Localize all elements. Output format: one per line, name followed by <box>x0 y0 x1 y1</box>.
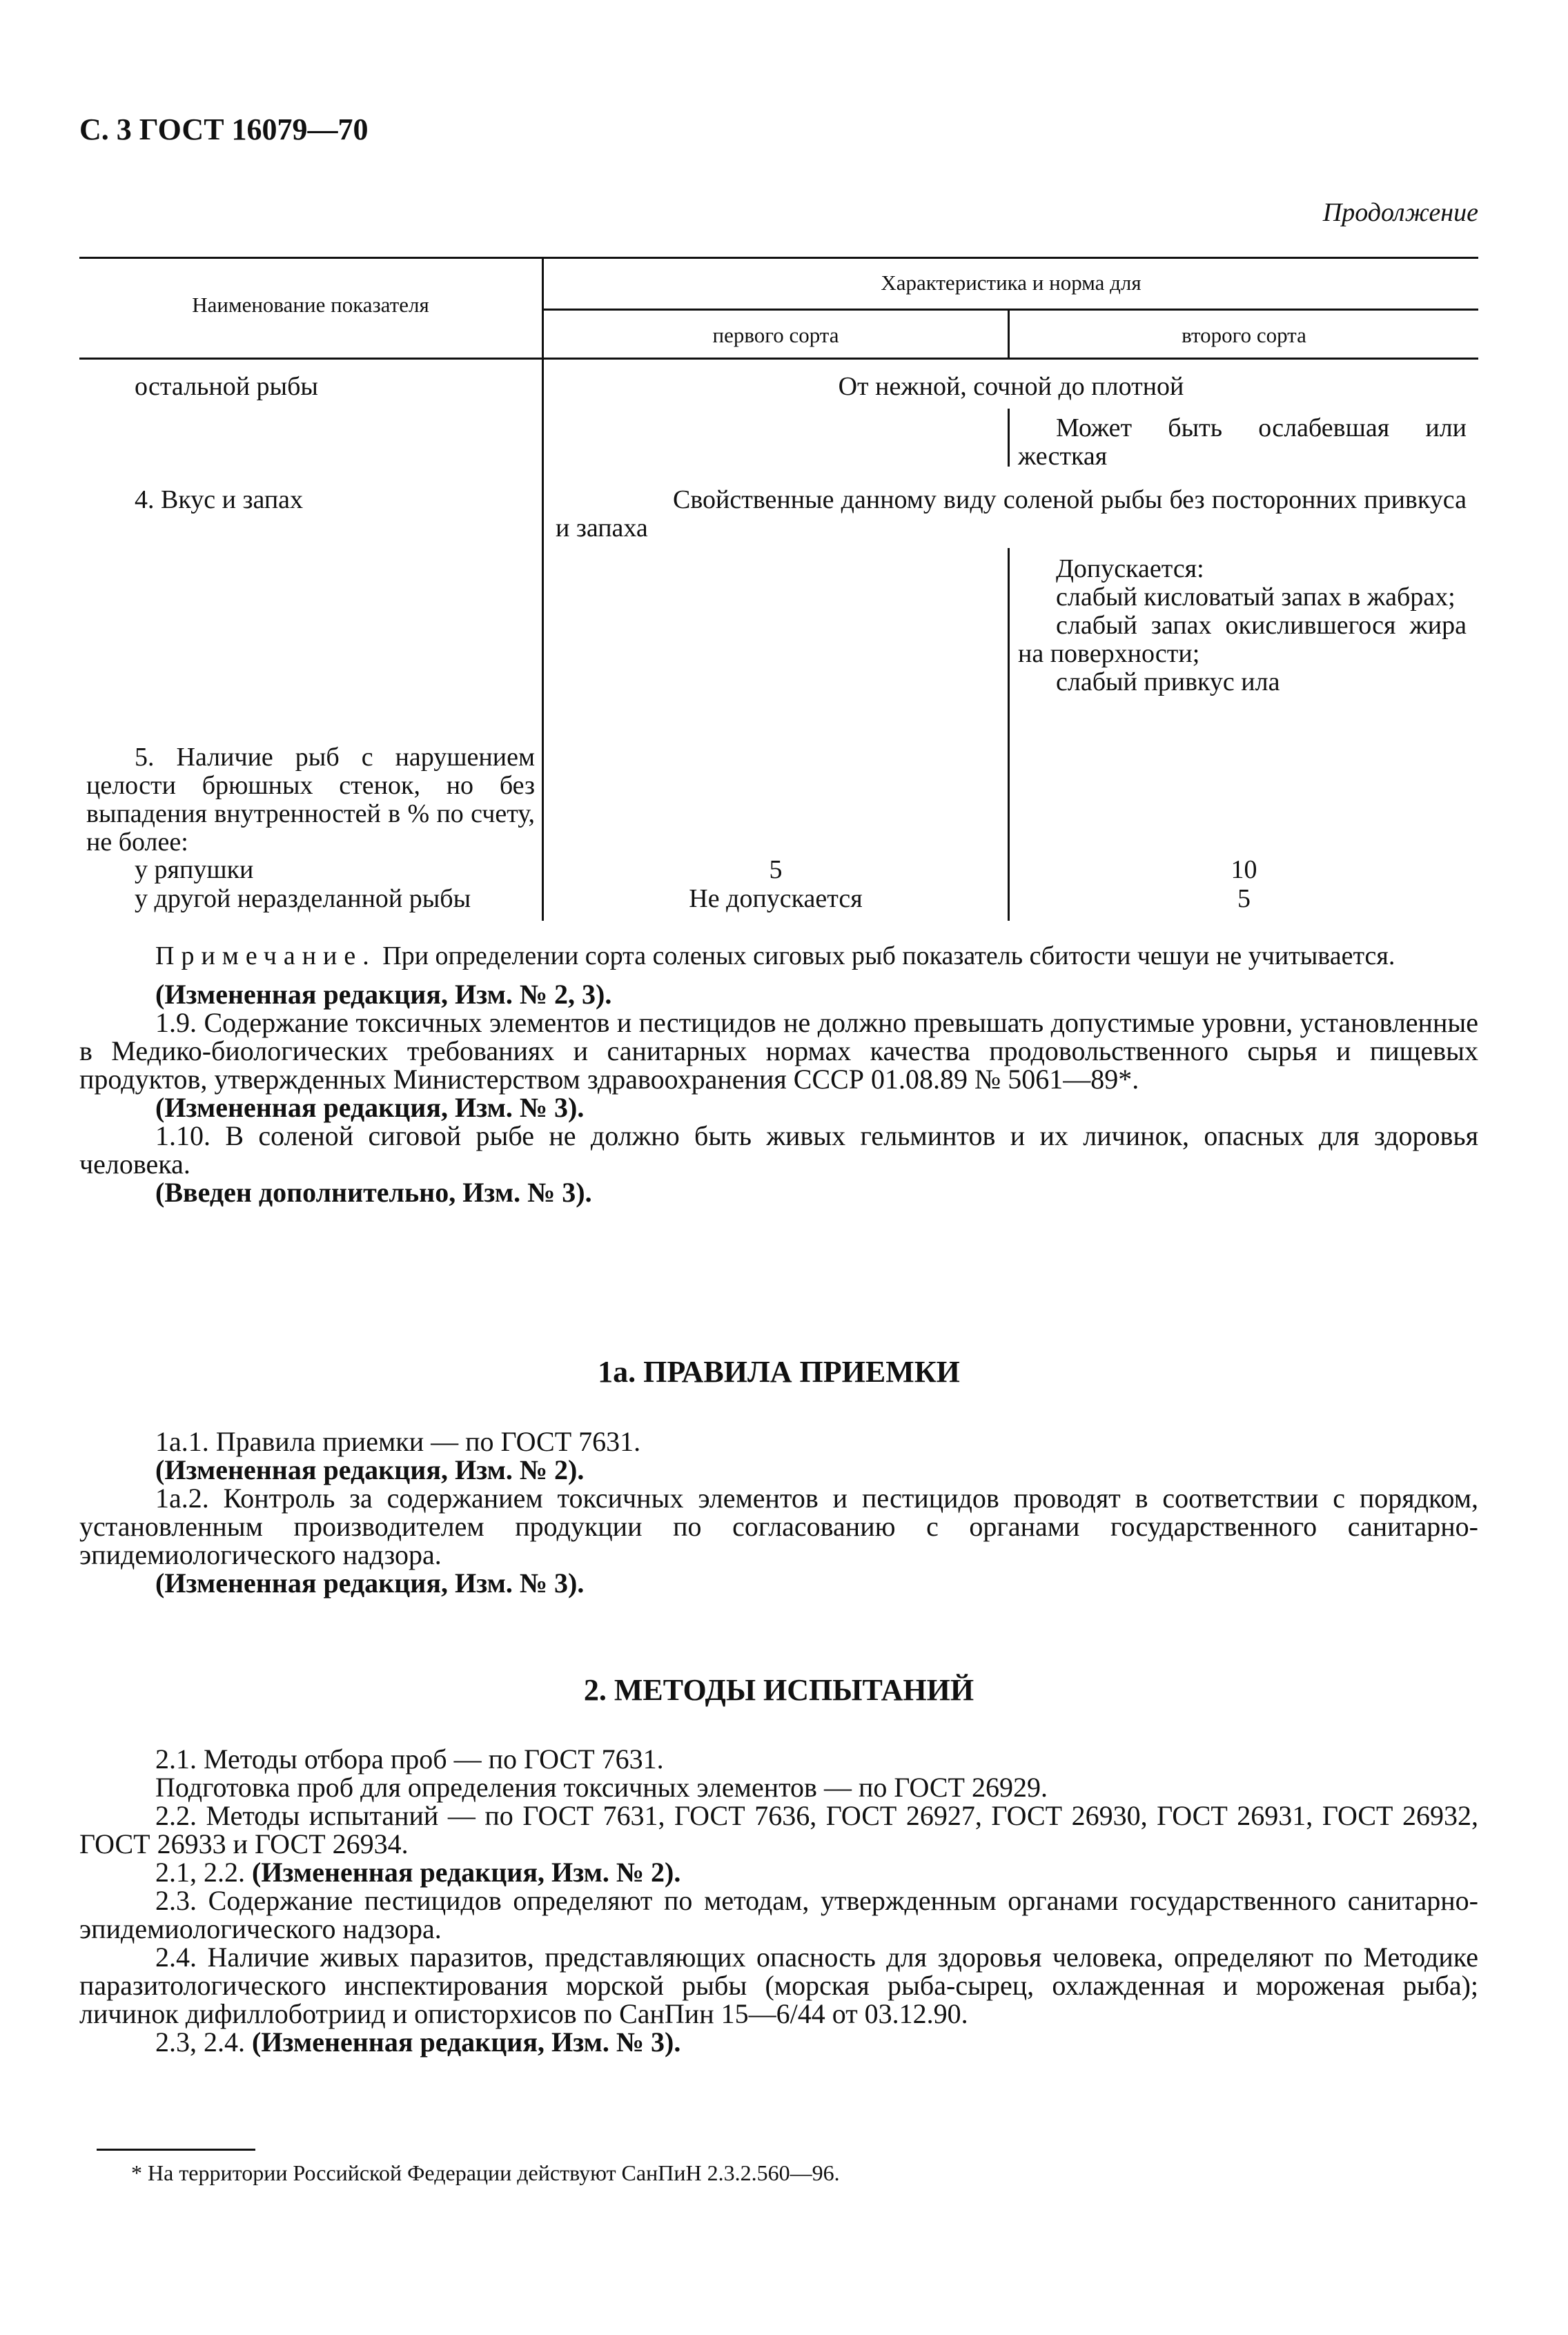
note-text: При определении сорта соленых сиговых рыб показатель сбитости чешуи не учитывается. <box>375 941 1395 970</box>
row-belly-sub2-first: Не допускается <box>689 884 863 913</box>
col-header-first: первого сорта <box>712 323 839 347</box>
col-header-second: второго сорта <box>1182 323 1306 347</box>
row-belly-sub1-second: 10 <box>1231 855 1257 884</box>
clause-2-2: 2.2. Методы испытаний — по ГОСТ 7631, ГОСТ 7636, ГОСТ 26927, ГОСТ 26930, ГОСТ 26931, ГОСТ 26932, ГОСТ 26933 и ГОСТ 26934. <box>79 1800 1478 1859</box>
table-col-divider-2-a <box>1008 409 1010 467</box>
row-belly-sub1: у ряпушки <box>135 855 254 884</box>
table-top-rule <box>79 257 1478 259</box>
intro-note-3: (Введен дополнительно, Изм. № 3). <box>155 1177 592 1208</box>
section-1a-body <box>79 1427 1478 1597</box>
section-2-body <box>79 1745 1478 2056</box>
taste-allowed-1: слабый кисловатый запах в жабрах; <box>1056 583 1456 612</box>
edit-note-2-3-2-4 <box>79 2028 1478 2056</box>
taste-allowed-3: слабый привкус ила <box>1056 667 1280 696</box>
edit-note-1a-1: (Измененная редакция, Изм. № 2). <box>155 1454 585 1485</box>
table-header-rule <box>79 358 1478 360</box>
row-taste-span: Свойственные данному виду соленой рыбы без посторонних привкуса и запаха <box>556 485 1467 543</box>
col-header-group: Характеристика и норма для <box>881 271 1141 295</box>
clause-1-9: 1.9. Содержание токсичных элементов и пестицидов не должно превышать допустимые уровни, установленные в Медико-биологических требованиях и санитарных нормах качества продовольственного сырья и пищевых продуктов, утвержденных Министерством здравоохранения СССР 01.08.89 № 5061—89*. <box>79 1007 1478 1095</box>
edit-note-2-1-2-2 <box>79 1858 1478 1886</box>
requirements-table <box>79 257 1478 921</box>
clause-1a-1: 1а.1. Правила приемки — по ГОСТ 7631. <box>155 1426 641 1457</box>
continuation-label: Продолжение <box>1322 198 1478 227</box>
section-1a-title: 1а. ПРАВИЛА ПРИЕМКИ <box>598 1355 960 1389</box>
table-note <box>79 942 1478 970</box>
row-taste-name: 4. Вкус и запах <box>135 485 304 514</box>
clause-2-1: 2.1. Методы отбора проб — по ГОСТ 7631. <box>155 1743 664 1775</box>
taste-allowed-2: слабый запах окислившегося жира на поверхности; <box>1018 611 1467 668</box>
clause-2-4: 2.4. Наличие живых паразитов, представляющих опасность для здоровья человека, определяют по Методике паразитологического инспектирования морской рыбы (морская рыба-сырец, охлажденная и мороженая рыба); личинок дифиллоботриид и описторхисов по СанПин 15—6/44 от 03.12.90. <box>79 1942 1478 2029</box>
edit-note-2-3: (Измененная редакция, Изм. № 2, 3). <box>155 979 612 1010</box>
table-group-rule <box>542 309 1478 311</box>
footnote-rule <box>97 2149 255 2151</box>
section-2-title: 2. МЕТОДЫ ИСПЫТАНИЙ <box>583 1673 974 1707</box>
taste-allowed-label: Допускается: <box>1056 554 1204 583</box>
note-and-clauses <box>79 942 1478 1206</box>
col-header-name: Наименование показателя <box>192 293 429 317</box>
row-belly-sub2-second: 5 <box>1237 884 1251 913</box>
row-fish-other-second: Может быть ослабевшая или жесткая <box>1018 413 1467 471</box>
row-fish-other-name: остальной рыбы <box>135 372 318 401</box>
clause-1a-2: 1а.2. Контроль за содержанием токсичных элементов и пестицидов проводят в соответствии с порядком, установленным производителем продукции по согласованию с органами государственного санитарно-эпидемиологического надзора. <box>79 1483 1478 1570</box>
edit-note-3-a: (Измененная редакция, Изм. № 3). <box>155 1092 585 1123</box>
edit-note-1a-2: (Измененная редакция, Изм. № 3). <box>155 1567 585 1599</box>
row-belly-sub2: у другой неразделанной рыбы <box>135 884 471 913</box>
edit-text-1: (Измененная редакция, Изм. № 2). <box>252 1857 681 1888</box>
clause-2-1-prep: Подготовка проб для определения токсичных элементов — по ГОСТ 26929. <box>155 1772 1048 1803</box>
edit-text-2: (Измененная редакция, Изм. № 3). <box>252 2026 681 2058</box>
row-belly-name: 5. Наличие рыб с нарушением целости брюшных стенок, но без выпадения внутренностей в % по счету, не более: <box>86 743 535 857</box>
note-label: Примечание. <box>155 941 376 970</box>
row-taste-second <box>1018 555 1467 696</box>
page-header: С. 3 ГОСТ 16079—70 <box>79 113 369 146</box>
footnote: * На территории Российской Федерации действуют СанПиН 2.3.2.560—96. <box>131 2160 840 2185</box>
row-belly-sub1-first: 5 <box>769 855 783 884</box>
clause-1-10: 1.10. В соленой сиговой рыбе не должно быть живых гельминтов и их личинок, опасных для здоровья человека. <box>79 1120 1478 1180</box>
row-fish-other-span: От нежной, сочной до плотной <box>838 372 1184 401</box>
clause-2-3: 2.3. Содержание пестицидов определяют по методам, утвержденным органами государственного санитарно-эпидемиологического надзора. <box>79 1885 1478 1944</box>
edit-refs-1: 2.1, 2.2. <box>155 1857 252 1888</box>
table-col-divider-1 <box>542 257 544 921</box>
edit-refs-2: 2.3, 2.4. <box>155 2026 252 2058</box>
